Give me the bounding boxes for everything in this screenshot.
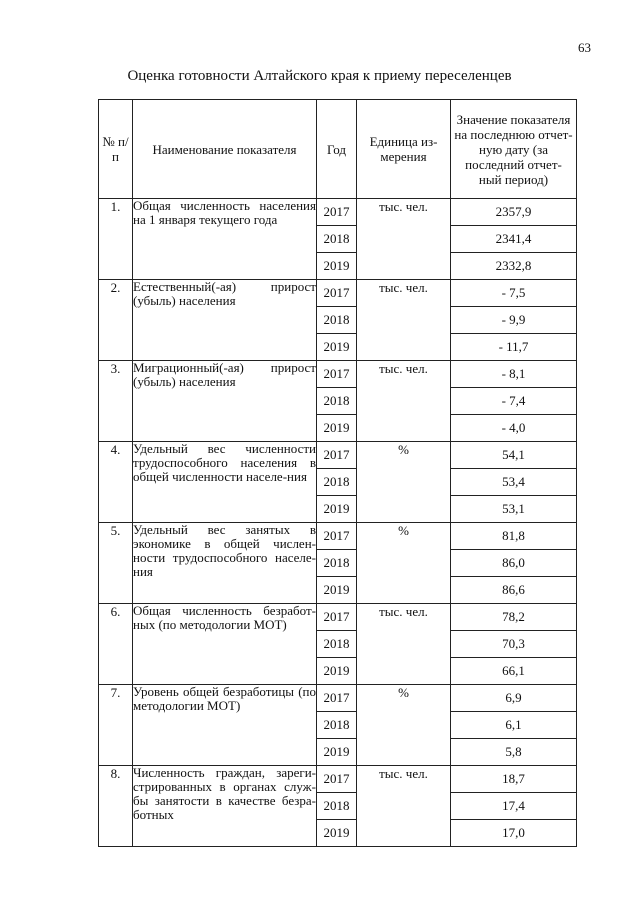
value-cell: 5,8 bbox=[451, 739, 577, 766]
value-cell: - 9,9 bbox=[451, 307, 577, 334]
header-num: № п/п bbox=[99, 100, 133, 199]
year-cell: 2019 bbox=[317, 577, 357, 604]
value-cell: 2341,4 bbox=[451, 226, 577, 253]
document-title: Оценка готовности Алтайского края к приему переселенцев bbox=[127, 68, 512, 84]
row-number: 8. bbox=[99, 766, 133, 847]
row-number: 7. bbox=[99, 685, 133, 766]
year-cell: 2019 bbox=[317, 496, 357, 523]
value-cell: - 11,7 bbox=[451, 334, 577, 361]
table-row bbox=[99, 280, 577, 307]
unit-cell: тыс. чел. bbox=[357, 604, 451, 685]
unit-cell: % bbox=[357, 523, 451, 604]
row-number: 2. bbox=[99, 280, 133, 361]
year-cell: 2019 bbox=[317, 253, 357, 280]
table-row bbox=[99, 604, 577, 631]
value-cell: 54,1 bbox=[451, 442, 577, 469]
year-cell: 2018 bbox=[317, 388, 357, 415]
value-cell: 86,6 bbox=[451, 577, 577, 604]
row-number: 6. bbox=[99, 604, 133, 685]
value-cell: 2357,9 bbox=[451, 199, 577, 226]
indicator-name: Удельный вес занятых в экономике в общей числен-ности трудоспособного населе-ния bbox=[133, 523, 317, 604]
value-cell: 53,4 bbox=[451, 469, 577, 496]
year-cell: 2018 bbox=[317, 712, 357, 739]
value-cell: 17,4 bbox=[451, 793, 577, 820]
year-cell: 2017 bbox=[317, 766, 357, 793]
value-cell: 53,1 bbox=[451, 496, 577, 523]
value-cell: 70,3 bbox=[451, 631, 577, 658]
year-cell: 2018 bbox=[317, 469, 357, 496]
value-cell: 6,1 bbox=[451, 712, 577, 739]
row-number: 4. bbox=[99, 442, 133, 523]
value-cell: - 4,0 bbox=[451, 415, 577, 442]
unit-cell: тыс. чел. bbox=[357, 280, 451, 361]
indicators-table bbox=[98, 99, 577, 847]
unit-cell: тыс. чел. bbox=[357, 766, 451, 847]
year-cell: 2017 bbox=[317, 280, 357, 307]
year-cell: 2017 bbox=[317, 685, 357, 712]
year-cell: 2017 bbox=[317, 361, 357, 388]
year-cell: 2018 bbox=[317, 793, 357, 820]
value-cell: 6,9 bbox=[451, 685, 577, 712]
table-row bbox=[99, 523, 577, 550]
table-row bbox=[99, 685, 577, 712]
year-cell: 2018 bbox=[317, 631, 357, 658]
indicator-name: Удельный вес численности трудоспособного населения в общей численности населе-ния bbox=[133, 442, 317, 523]
year-cell: 2019 bbox=[317, 739, 357, 766]
value-cell: - 8,1 bbox=[451, 361, 577, 388]
unit-cell: тыс. чел. bbox=[357, 361, 451, 442]
table-body bbox=[99, 199, 577, 847]
value-cell: - 7,5 bbox=[451, 280, 577, 307]
indicator-name: Естественный(-ая) прирост (убыль) населения bbox=[133, 280, 317, 361]
year-cell: 2019 bbox=[317, 820, 357, 847]
value-cell: 18,7 bbox=[451, 766, 577, 793]
unit-cell: % bbox=[357, 685, 451, 766]
row-number: 3. bbox=[99, 361, 133, 442]
page-number: 63 bbox=[578, 40, 591, 55]
value-cell: 78,2 bbox=[451, 604, 577, 631]
indicator-name: Уровень общей безработицы (по методологии МОТ) bbox=[133, 685, 317, 766]
year-cell: 2018 bbox=[317, 307, 357, 334]
year-cell: 2018 bbox=[317, 226, 357, 253]
table-row bbox=[99, 361, 577, 388]
header-value: Значение показателя на последнюю отчет-ную дату (за последний отчет-ный период) bbox=[451, 100, 577, 199]
indicator-name: Численность граждан, зареги-стрированных в органах служ-бы занятости в качестве безра-ботных bbox=[133, 766, 317, 847]
year-cell: 2019 bbox=[317, 415, 357, 442]
header-year: Год bbox=[317, 100, 357, 199]
value-cell: 81,8 bbox=[451, 523, 577, 550]
unit-cell: % bbox=[357, 442, 451, 523]
year-cell: 2017 bbox=[317, 604, 357, 631]
year-cell: 2019 bbox=[317, 334, 357, 361]
row-number: 1. bbox=[99, 199, 133, 280]
indicator-name: Общая численность населения на 1 января текущего года bbox=[133, 199, 317, 280]
value-cell: - 7,4 bbox=[451, 388, 577, 415]
table-row bbox=[99, 199, 577, 226]
table-row bbox=[99, 442, 577, 469]
value-cell: 66,1 bbox=[451, 658, 577, 685]
row-number: 5. bbox=[99, 523, 133, 604]
header-unit: Единица из-мерения bbox=[357, 100, 451, 199]
indicator-name: Миграционный(-ая) прирост (убыль) населения bbox=[133, 361, 317, 442]
year-cell: 2017 bbox=[317, 442, 357, 469]
table-row bbox=[99, 766, 577, 793]
unit-cell: тыс. чел. bbox=[357, 199, 451, 280]
value-cell: 2332,8 bbox=[451, 253, 577, 280]
year-cell: 2017 bbox=[317, 523, 357, 550]
value-cell: 86,0 bbox=[451, 550, 577, 577]
header-name: Наименование показателя bbox=[133, 100, 317, 199]
year-cell: 2018 bbox=[317, 550, 357, 577]
table-header-row bbox=[99, 100, 577, 199]
year-cell: 2019 bbox=[317, 658, 357, 685]
year-cell: 2017 bbox=[317, 199, 357, 226]
indicator-name: Общая численность безработ-ных (по методологии МОТ) bbox=[133, 604, 317, 685]
value-cell: 17,0 bbox=[451, 820, 577, 847]
